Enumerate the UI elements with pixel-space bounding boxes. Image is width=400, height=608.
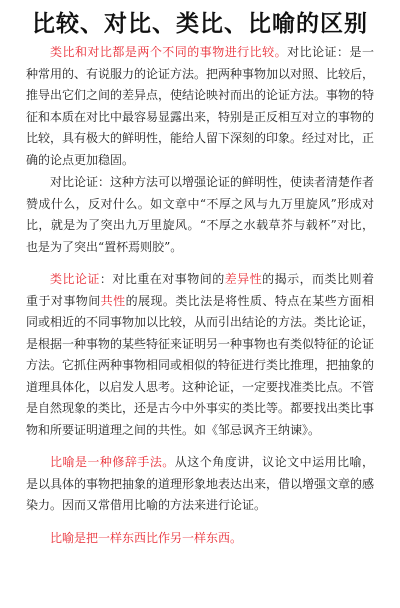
section-analogy (26, 269, 374, 441)
section-metaphor (26, 452, 374, 549)
paragraph-metaphor (26, 452, 374, 517)
body-text: 的揭示，而类比则着重于对事物间 (26, 272, 374, 308)
body-text: 从这个角度讲，议论文中运用比喻，是以具体的事物把抽象的道理形象地表达出来，借以增强文章的感染力。因而又常借用比喻的方法来进行论证。 (26, 455, 375, 512)
highlight-text: 比喻是把一样东西比作另一样东西。 (50, 530, 243, 545)
highlight-text: 差异性 (224, 272, 263, 286)
body-text: 的展现。类比法是将性质、特点在某些方面相同或相近的不同事物加以比较，从而引出结论的方法。类比论证，是根据一种事物的某些特征来证明另一种事物也有类似特征的论证方法。它抓住两种事物相同或相似的特征进行类比推理，把抽象的道理具体化，以启发人思考。这种论证，一定要找准类比点。不管是自然现象的类比，还是古今中外事实的类比等。都要找出类比事物和所要证明道理之间的共性。如《邹忌讽齐王纳谏》。 (26, 293, 375, 437)
highlight-text: 类比论证 (50, 272, 100, 286)
highlight-text: 共性 (100, 293, 126, 308)
highlight-text: 比喻是一种修辞手法。 (50, 455, 175, 469)
paragraph-contrast-definition (26, 42, 374, 171)
body-text: 对比论证：这种方法可以增强论证的鲜明性，使读者清楚作者赞成什么，反对什么。如文章中“不厚之风与九万里旋风”形成对比，就是为了突出九万里旋风。“不厚之水载草芥与载杯”对比，也是为了突出“置杯焉则胶”。 (26, 175, 375, 254)
section-gap (26, 441, 374, 452)
section-gap (26, 517, 374, 528)
section-gap (26, 258, 374, 269)
paragraph-metaphor-definition (26, 528, 374, 550)
paragraph-contrast-example (26, 172, 374, 258)
section-contrast (26, 42, 374, 258)
highlight-text: 类比和对比都是两个不同的事物进行比较。 (50, 45, 288, 59)
page-title: 比较、对比、类比、比喻的区别 (32, 11, 368, 37)
body-text: ：对比重在对事物间的 (99, 272, 225, 286)
paragraph-analogy (26, 269, 374, 441)
body-text: 对比论证：是一种常用的、有说服力的论证方法。把两种事物加以对照、比较后，推导出它们之间的差异点，使结论映衬而出的论证方法。事物的特征和本质在对比中最容易显露出来，特别是正反相互对立的事物的比较，具有极大的鲜明性，能给人留下深刻的印象。经过对比，正确的论点更加稳固。 (26, 45, 375, 167)
